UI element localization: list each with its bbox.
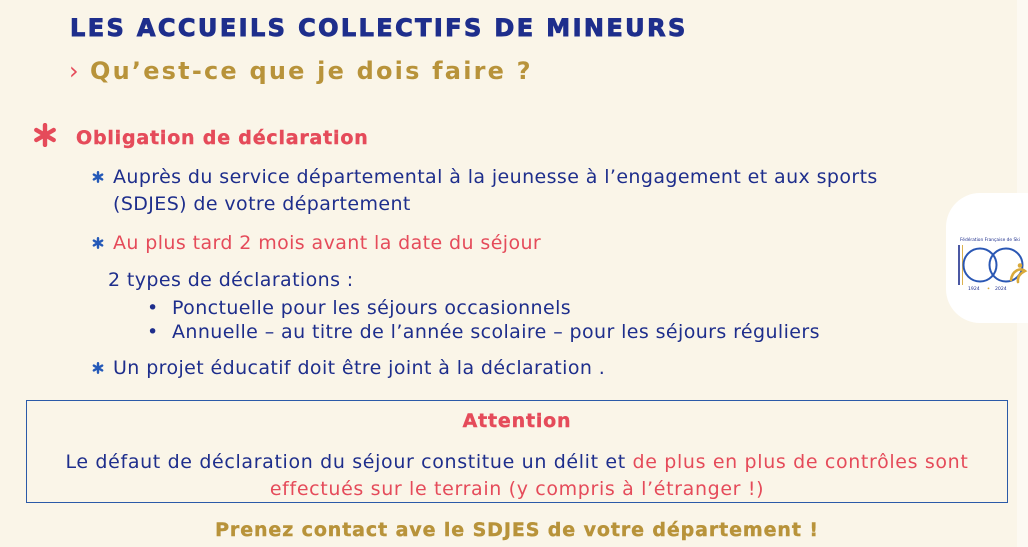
page-subtitle: Qu’est-ce que je dois faire ?	[90, 57, 533, 85]
asterisk-arms	[94, 238, 102, 248]
asterisk-arms	[36, 125, 53, 145]
attention-highlight: de plus en plus de contrôles sont	[632, 451, 969, 473]
asterisk-bullet-icon	[92, 237, 104, 249]
logo-year-from: 1924	[968, 287, 980, 292]
ffs-centenary-logo	[950, 230, 1028, 296]
section-heading: Obligation de déclaration	[76, 127, 369, 149]
asterisk-arms	[94, 172, 102, 182]
logo-skier-head	[1018, 263, 1023, 268]
bullet-dot-icon: •	[147, 321, 159, 343]
asterisk-bullet-icon	[92, 362, 104, 374]
type-item: Annuelle – au titre de l’année scolaire – pour les séjours réguliers	[172, 321, 820, 343]
logo-year-separator	[988, 288, 990, 290]
chevron-right-icon: ›	[69, 57, 79, 85]
attention-title: Attention	[462, 410, 572, 432]
logo-year-to: 2024	[995, 287, 1007, 292]
asterisk-icon	[33, 123, 57, 147]
bullet-text-line: Un projet éducatif doit être joint à la déclaration .	[113, 357, 606, 379]
attention-line	[26, 476, 1008, 503]
call-to-action: Prenez contact ave le SDJES de votre département !	[215, 519, 819, 541]
logo-ring-left	[964, 249, 997, 282]
types-label: 2 types de déclarations :	[108, 269, 354, 291]
deadline-text: Au plus tard 2 mois avant la date du séjour	[113, 232, 542, 254]
page-title: LES ACCUEILS COLLECTIFS DE MINEURS	[70, 14, 688, 42]
asterisk-bullet-icon	[92, 171, 104, 183]
attention-highlight: effectués sur le terrain (y compris à l’étranger !)	[269, 478, 765, 500]
attention-line	[26, 449, 1008, 476]
asterisk-arms	[94, 363, 102, 373]
bullet-dot-icon: •	[147, 297, 159, 319]
type-item: Ponctuelle pour les séjours occasionnels	[172, 297, 572, 319]
logo-organization: Fédération Française de Ski	[960, 238, 1024, 243]
bullet-text-line: Auprès du service départemental à la jeunesse à l’engagement et aux sports	[113, 166, 878, 188]
bullet-text-line: (SDJES) de votre département	[113, 193, 411, 215]
attention-text: Le défaut de déclaration du séjour constitue un délit et	[65, 451, 633, 473]
